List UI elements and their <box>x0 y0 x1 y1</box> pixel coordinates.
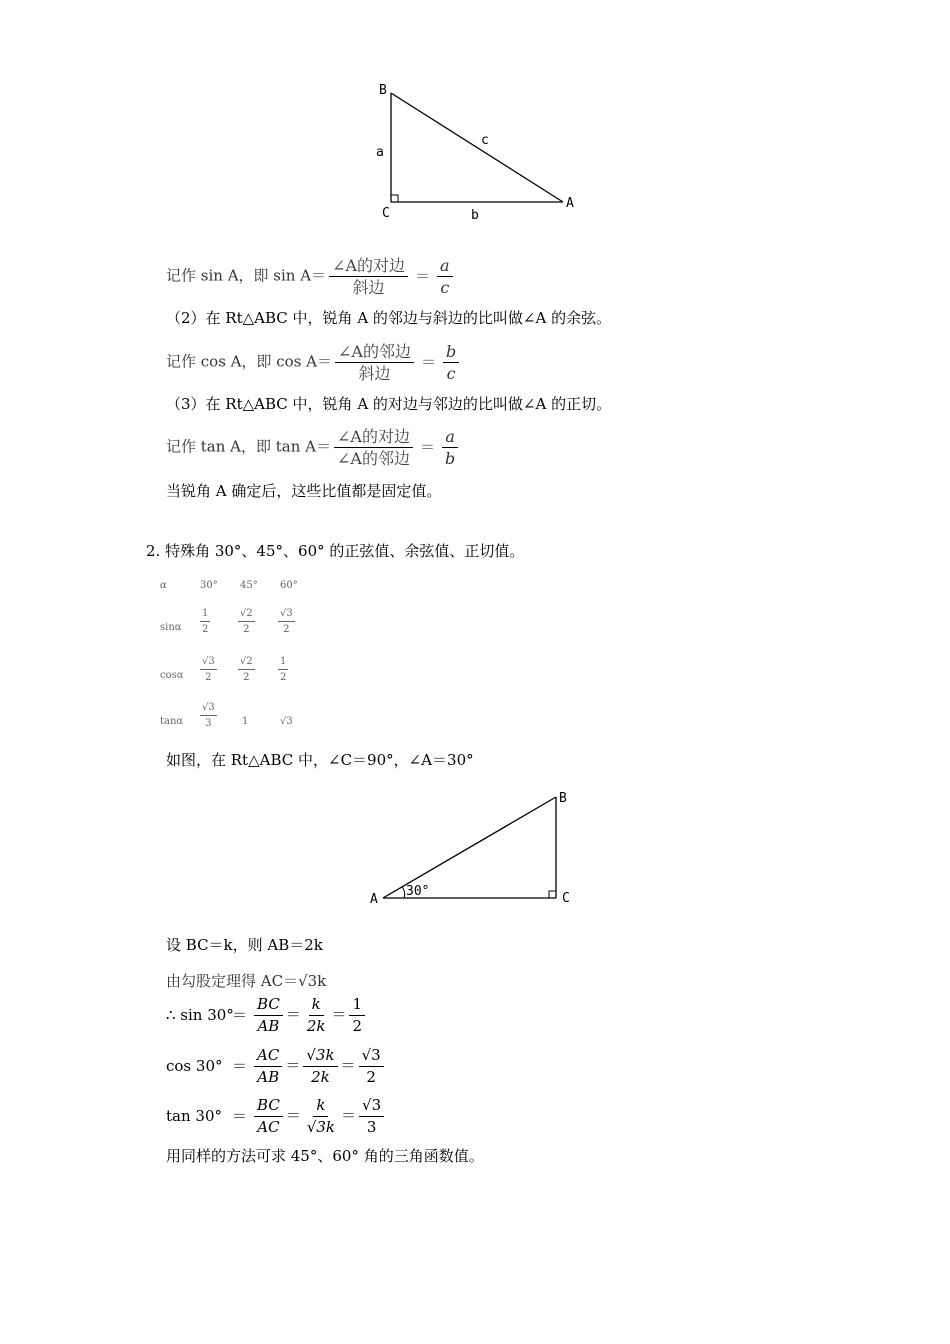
side-ba <box>391 93 563 202</box>
cos-ratio-num: b <box>443 342 459 363</box>
sin-ratio-den: c <box>440 278 450 297</box>
pythagoras-line: 由勾股定理得 AC＝√3k <box>166 972 327 990</box>
cos-ratio-fraction <box>443 342 459 383</box>
cos-intro: （2）在 Rt△ABC 中，锐角 A 的邻边与斜边的比叫做∠A 的余弦。 <box>166 309 612 327</box>
table-cos-45: √2 2 <box>240 656 253 683</box>
table-row-label-tan: tanα <box>160 716 184 727</box>
cos-definition <box>166 342 462 383</box>
sin-ratio-fraction <box>437 256 453 297</box>
table-cos-60: 1 2 <box>280 656 287 683</box>
table-row-label-sin: sinα <box>160 622 182 633</box>
cos-prefix: 记作 cos A，即 cos A＝ <box>166 352 332 371</box>
tan-ratio-den: b <box>445 449 456 468</box>
cos30-frac-1: $\frac{AC}{AB}$ <box>254 1046 282 1087</box>
side-ab <box>383 797 556 898</box>
tan-ratio-num: a <box>442 427 458 448</box>
table-cos-30: √3 2 <box>202 656 215 683</box>
closing-line: 用同样的方法可求 45°、60° 角的三角函数值。 <box>166 1147 484 1165</box>
sin-prefix: 记作 sin A，即 sin A＝ <box>166 266 327 285</box>
tan30-frac-2: $\frac{k}{√3k}$ <box>306 1096 336 1136</box>
sin30-prefix: ∴ sin 30° <box>166 1005 234 1024</box>
table-tan-45: 1 <box>242 716 249 727</box>
cos30-frac-3: $\frac{√3}{2}$ <box>359 1046 384 1087</box>
table-sin-30: 1 2 <box>202 608 209 635</box>
triangle-figure-2 <box>366 786 586 911</box>
right-angle-marker <box>391 195 398 202</box>
right-angle-marker-2 <box>549 891 556 898</box>
side-c-label: c <box>481 133 489 148</box>
vertex-a-label: A <box>566 196 574 211</box>
cos30-prefix: cos 30° <box>166 1056 223 1075</box>
sin30-frac-1: $\frac{BC}{AB}$ <box>254 995 283 1036</box>
tan-word-num: ∠A的对边 <box>334 427 413 448</box>
cos30-frac-2: $\frac{√3k}{2k}$ <box>303 1046 337 1087</box>
sin-ratio-num: a <box>437 256 453 277</box>
angle-30-label: 30° <box>406 884 430 899</box>
let-line: 设 BC＝k，则 AB＝2k <box>166 936 323 954</box>
sin-word-den: 斜边 <box>352 278 385 297</box>
sin30-frac-2: $\frac{k}{2k}$ <box>306 995 326 1035</box>
table-header-30: 30° <box>200 580 218 591</box>
table-header-60: 60° <box>280 580 298 591</box>
tan30-frac-3: $\frac{√3}{3}$ <box>359 1096 384 1137</box>
vertex-b-label-2: B <box>559 791 567 806</box>
tan30-prefix: tan 30° <box>166 1106 222 1125</box>
cos-eq: ＝ <box>420 352 436 371</box>
side-a-label: a <box>376 145 384 160</box>
vertex-a-label-2: A <box>370 892 378 907</box>
table-tan-60: √3 <box>280 716 293 727</box>
sin30-calc: ∴ sin 30°＝ $\frac{BC}{AB}$ ＝ $\frac{k}{2k}$ ＝ $\frac{1}{2}$ <box>166 995 368 1036</box>
table-tan-30: √3 3 <box>202 702 215 729</box>
tan-intro: （3）在 Rt△ABC 中，锐角 A 的对边与邻边的比叫做∠A 的正切。 <box>166 395 612 413</box>
cos-word-den: 斜边 <box>358 364 391 383</box>
table-header-alpha: α <box>160 580 167 591</box>
tan-word-fraction <box>334 427 413 468</box>
sin-eq: ＝ <box>415 266 431 285</box>
sin-definition <box>166 256 456 297</box>
table-sin-60: √3 2 <box>280 608 293 635</box>
vertex-c-label: C <box>382 206 390 221</box>
cos-ratio-den: c <box>446 364 456 383</box>
tan30-frac-1: $\frac{BC}{AC}$ <box>254 1096 283 1137</box>
table-header-45: 45° <box>240 580 258 591</box>
tan-ratio-fraction <box>442 427 458 468</box>
cos30-calc: cos 30° ＝ $\frac{AC}{AB}$ ＝ $\frac{√3k}{2k}$ ＝ $\frac{√3}{2}$ <box>166 1046 387 1087</box>
tan-eq: ＝ <box>419 437 435 456</box>
side-b-label: b <box>471 208 479 223</box>
sin30-frac-3: $\frac{1}{2}$ <box>349 995 365 1036</box>
table-row-label-cos: cosα <box>160 670 184 681</box>
section-2-title: 2. 特殊角 30°、45°、60° 的正弦值、余弦值、正切值。 <box>146 542 525 560</box>
tan-word-den: ∠A的邻边 <box>337 449 410 468</box>
triangle-figure-1 <box>370 78 590 228</box>
tan-definition <box>166 427 461 468</box>
vertex-b-label: B <box>379 83 387 98</box>
fixed-value-note: 当锐角 A 确定后，这些比值都是固定值。 <box>166 482 442 500</box>
sin-word-fraction <box>329 256 408 297</box>
tan30-calc: tan 30° ＝ $\frac{BC}{AC}$ ＝ $\frac{k}{√3k}$ ＝ $\frac{√3}{3}$ <box>166 1096 387 1137</box>
example-intro: 如图，在 Rt△ABC 中，∠C＝90°，∠A＝30° <box>166 751 474 769</box>
table-sin-45: √2 2 <box>240 608 253 635</box>
cos-word-num: ∠A的邻边 <box>335 342 414 363</box>
cos-word-fraction <box>335 342 414 383</box>
sin-word-num: ∠A的对边 <box>329 256 408 277</box>
vertex-c-label-2: C <box>562 891 570 906</box>
angle-arc <box>402 887 405 898</box>
tan-prefix: 记作 tan A，即 tan A＝ <box>166 437 332 456</box>
